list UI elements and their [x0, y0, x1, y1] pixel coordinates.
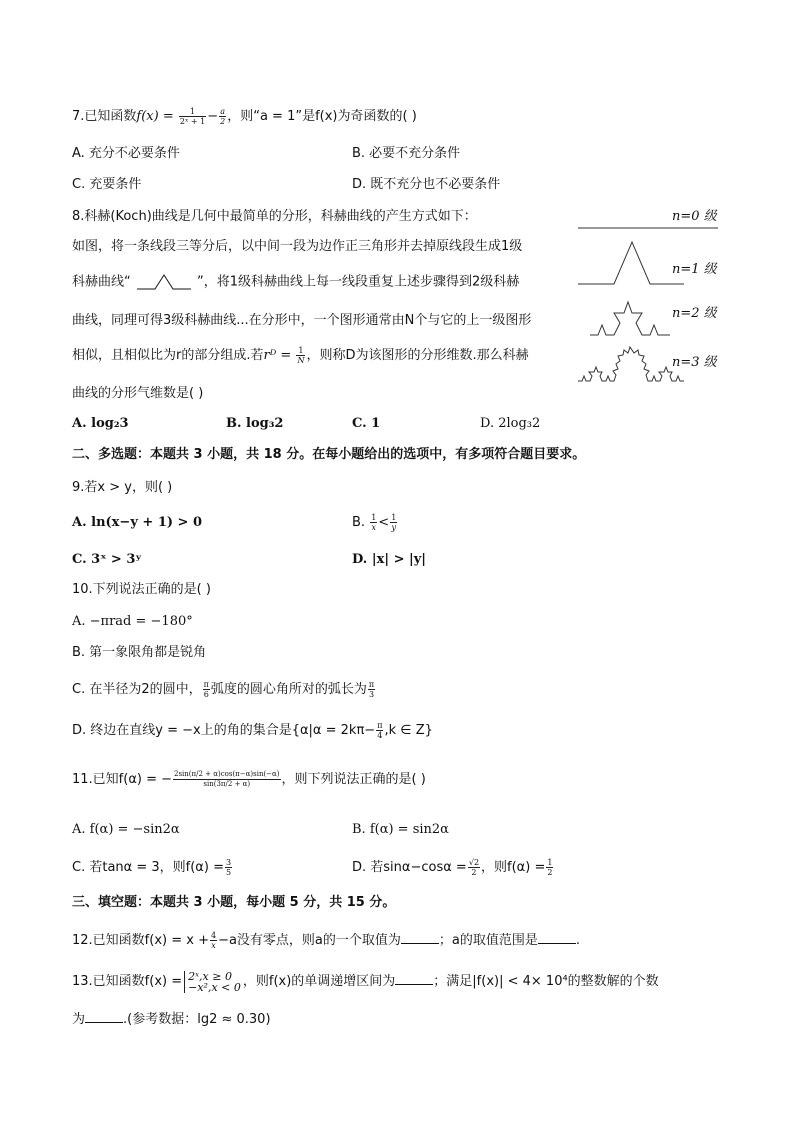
figure-label-n1: n=1 级: [672, 262, 717, 277]
fraction: $\frac{a}{2}$: [220, 107, 226, 126]
figure-label-n2: n=2 级: [672, 306, 717, 321]
q9-stem: 9.若x > y，则( ): [72, 480, 173, 495]
fraction: $\frac{√2}{2}$: [468, 858, 480, 877]
q8-line-4: 曲线，同理可得3级科赫曲线...在分形中，一个图形通常由N个与它的上一级图形: [72, 313, 532, 328]
q7-option-b: B. 必要不充分条件: [352, 146, 461, 161]
q8-option-c: C. 1: [352, 416, 381, 431]
fraction: $\frac{4}{x}$: [210, 931, 217, 950]
q8-line-1: 8.科赫(Koch)曲线是几何中最简单的分形，科赫曲线的产生方式如下：: [72, 209, 477, 224]
q7-stem: 7.已知函数f(x) = $\frac{1}{\text{2ˣ + 1}}$ − $\frac{a}{2}$ ，则“a = 1”是f(x)为奇函数的( ): [72, 107, 417, 126]
fraction: $\frac{1}{y}$: [391, 513, 397, 532]
fraction: $\frac{\pi}{4}$: [377, 721, 383, 740]
koch-level1-inline-icon: [135, 272, 193, 292]
answer-blank[interactable]: [538, 929, 576, 944]
answer-blank[interactable]: [401, 929, 439, 944]
q7-option-c: C. 充要条件: [72, 177, 142, 192]
q9-option-d: D. |x| > |y|: [352, 552, 427, 567]
q9-option-c: C. 3ˣ > 3ʸ: [72, 552, 142, 567]
q8-option-a: A. log₂3: [72, 416, 129, 431]
fraction: $\frac{1}{x}$: [371, 513, 377, 532]
koch-level1: [578, 242, 684, 284]
koch-curve-figure: [572, 205, 724, 390]
q9-option-b: B. $\frac{1}{x}$ < $\frac{1}{y}$: [352, 513, 397, 532]
fraction: $\frac{1}{N}$: [297, 346, 305, 365]
fraction: $\frac{2\sin(\pi/2 + \alpha)\cos(\pi-\alpha)\sin(-\alpha)}{\sin(3\pi/2 + \alpha)}$: [174, 770, 280, 788]
figure-label-n3: n=3 级: [672, 355, 717, 370]
section-2-heading: 二、多选题：本题共 3 小题，共 18 分。在每小题给出的选项中，有多项符合题目要求。: [72, 447, 586, 462]
q11-option-c: C. 若tanα = 3，则f(α) = $\frac{3}{5}$: [72, 858, 232, 877]
q7-option-a: A. 充分不必要条件: [72, 146, 180, 161]
section-3-heading: 三、填空题：本题共 3 小题，每小题 5 分，共 15 分。: [72, 895, 396, 910]
fraction: $\frac{\pi}{3}$: [368, 680, 375, 699]
fraction: $\frac{\pi}{6}$: [203, 680, 209, 699]
q11-option-b: B. f(α) = sin2α: [352, 822, 449, 837]
q10-option-b: B. 第一象限角都是锐角: [72, 645, 207, 660]
koch-level3: [578, 347, 684, 381]
q8-line-2: 如图，将一条线段三等分后，以中间一段为边作正三角形并去掉原线段生成1级: [72, 239, 523, 254]
q10-stem: 10.下列说法正确的是( ): [72, 582, 211, 597]
q9-option-a: A. ln(x−y + 1) > 0: [72, 515, 203, 530]
q8-line-6: 曲线的分形气维数是( ): [72, 386, 204, 401]
q7-option-d: D. 既不充分也不必要条件: [352, 177, 501, 192]
answer-blank[interactable]: [395, 970, 433, 985]
q11-option-a: A. f(α) = −sin2α: [72, 822, 180, 837]
q8-line-5: 相似，且相似比为r的部分组成.若rᴰ = $\frac{1}{N}$ ，则称D为该图形的分形维数.那么科赫: [72, 346, 529, 365]
figure-label-n0: n=0 级: [672, 209, 717, 224]
q13-stem: 13.已知函数f(x) = 2ˣ,x ≥ 0 −x²,x < 0 ，则f(x)的单调递增区间为 ；满足|f(x)| < 4× 10⁴的整数解的个数: [72, 969, 659, 994]
piecewise-brace: 2ˣ,x ≥ 0 −x²,x < 0: [184, 971, 241, 993]
fraction: $\frac{3}{5}$: [225, 858, 232, 877]
q8-line-3: 科赫曲线“ ”，将1级科赫曲线上每一线段重复上述步骤得到2级科赫: [72, 272, 519, 293]
q12-stem: 12.已知函数f(x) = x + $\frac{4}{x}$ −a没有零点，则a的一个取值为 ；a的取值范围是 .: [72, 931, 580, 950]
q8-option-d: D. 2log₃2: [480, 416, 541, 431]
fraction: $\frac{1}{2}$: [547, 858, 553, 877]
q11-option-d: D. 若sinα−cosα = $\frac{√2}{2}$ ，则f(α) = $\frac{1}{2}$: [352, 858, 553, 877]
q11-stem: 11.已知f(α) = − $\frac{2\sin(\pi/2 + \alpha)\cos(\pi-\alpha)\sin(-\alpha)}{\sin(3\pi/2 + \alpha)}$ ，则下列说法正确的是( ): [72, 770, 426, 788]
koch-level2: [590, 302, 670, 335]
q13-stem-cont: 为 .(参考数据：lg2 ≈ 0.30): [72, 1008, 271, 1030]
q10-option-a: A. −πrad = −180°: [72, 614, 193, 629]
q10-option-d: D. 终边在直线y = −x上的角的集合是{α|α = 2kπ− $\frac{\pi}{4}$ ,k ∈ Z}: [72, 721, 433, 740]
q8-option-b: B. log₃2: [226, 416, 284, 431]
q10-option-c: C. 在半径为2的圆中， $\frac{\pi}{6}$ 弧度的圆心角所对的弧长为 $\frac{\pi}{3}$: [72, 680, 375, 699]
fraction: $\frac{1}{\text{2ˣ + 1}}$: [179, 107, 206, 126]
answer-blank[interactable]: [85, 1008, 123, 1023]
